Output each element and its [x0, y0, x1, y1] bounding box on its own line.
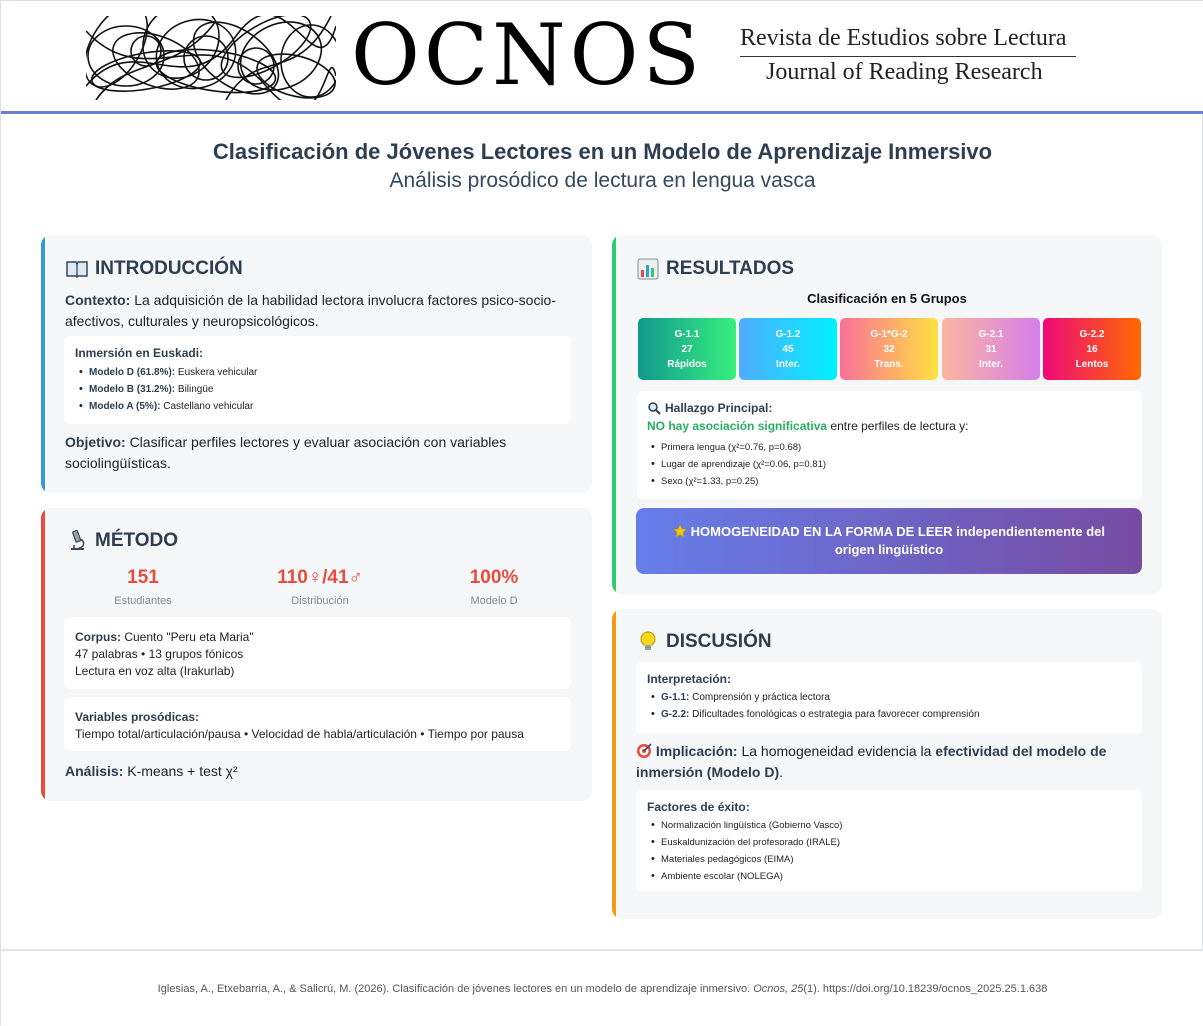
stat-label: Modelo D: [470, 595, 518, 607]
group-card-g22: [1043, 318, 1141, 380]
list-item: • Primera lengua (χ²=0.76, p=0.68): [651, 439, 826, 456]
implication-label: Implicación:: [655, 743, 738, 759]
group-label: Inter.: [776, 359, 800, 370]
group-id: G-1.2: [775, 329, 801, 340]
discussion-card: [612, 609, 1162, 919]
list-item: • Ambiente escolar (NOLEGA): [651, 868, 842, 885]
variables-text-block: [75, 709, 524, 743]
list-item: • Euskaldunización del profesorado (IRALE): [651, 834, 842, 851]
group-id: G-2.1: [978, 329, 1004, 340]
method-card: [41, 508, 592, 801]
context-label: Contexto:: [65, 292, 131, 308]
logo-scribble-image: [86, 16, 336, 100]
lightbulb-icon: [636, 630, 660, 654]
journal-name-spanish: Revista de Estudios sobre Lectura: [740, 25, 1067, 51]
group-card-g1g2: [840, 318, 938, 380]
finding-title-text: Hallazgo Principal:: [665, 401, 773, 415]
corpus-title: Cuento "Peru eta Maria": [124, 630, 254, 644]
interpretation-title: Interpretación:: [647, 672, 732, 686]
stat-distribution: [245, 567, 395, 607]
group-count: 32: [883, 344, 895, 355]
finding-title: [647, 401, 772, 415]
journal-name-english: Journal of Reading Research: [766, 59, 1043, 85]
list-item: • Materiales pedagógicos (EIMA): [651, 851, 842, 868]
stat-value: 110♀/41♂: [277, 567, 363, 588]
immersion-models-list: [79, 364, 257, 415]
homogeneity-banner: [636, 508, 1142, 574]
intro-accent-bar: [41, 235, 45, 493]
immersion-box: [64, 336, 571, 424]
intro-heading-text: INTRODUCCIÓN: [95, 258, 243, 279]
book-icon: [65, 257, 89, 281]
corpus-label: Corpus:: [75, 630, 121, 644]
objective-label: Objetivo:: [65, 434, 126, 450]
citation-text: [1, 983, 1203, 995]
list-item: • Modelo D (61.8%): Euskera vehicular: [79, 364, 257, 381]
journal-header: [1, 1, 1203, 114]
citation-authors: Iglesias, A., Etxebarria, A., & Salicrú, M. (2026). Clasificación de jóvenes lectores en un modelo de aprendizaje inmersivo.: [157, 983, 751, 995]
immersion-title: Inmersión en Euskadi:: [75, 346, 204, 360]
results-heading-text: RESULTADOS: [666, 258, 795, 279]
banner-text: HOMOGENEIDAD EN LA FORMA DE LEER independientemente del origen lingüístico: [690, 524, 1105, 557]
poster-subtitle: Análisis prosódico de lectura en lengua vasca: [389, 169, 816, 192]
results-heading: [636, 257, 794, 281]
variables-text: Tiempo total/articulación/pausa • Velocidad de habla/articulación • Tiempo por pausa: [75, 727, 524, 741]
finding-list: [651, 439, 826, 490]
stat-value: 151: [127, 567, 159, 588]
analysis-text: K-means + test χ²: [127, 763, 238, 779]
star-icon: [673, 524, 687, 538]
group-label: Trans.: [874, 359, 904, 370]
context-text: La adquisición de la habilidad lectora involucra factores psico-socio-afectivos, culturales y neuropsicológicos.: [65, 292, 557, 329]
journal-logo-wordmark: OCNOS: [351, 6, 705, 104]
finding-rest: entre perfiles de lectura y:: [827, 419, 969, 433]
list-item: • Modelo A (5%): Castellano vehicular: [79, 398, 257, 415]
stat-students: [68, 567, 218, 607]
method-accent-bar: [41, 508, 45, 801]
list-item: • Modelo B (31.2%): Bilingüe: [79, 381, 257, 398]
intro-heading: [65, 257, 243, 281]
corpus-procedure: Lectura en voz alta (Irakurlab): [75, 664, 235, 678]
group-count: 31: [985, 344, 997, 355]
list-item: • Normalización lingüística (Gobierno Vasco): [651, 817, 842, 834]
interpretation-list: [651, 689, 980, 723]
group-card-g12: [739, 318, 837, 380]
intro-context: [65, 290, 565, 332]
discussion-heading: [636, 630, 772, 654]
group-label: Lentos: [1075, 359, 1109, 370]
variables-box: [64, 697, 571, 751]
list-item: • G-1.1: Comprensión y práctica lectora: [651, 689, 980, 706]
group-count: 27: [681, 344, 693, 355]
implication-text: Implicación: La homogeneidad evidencia la efectividad del modelo de inmersión (Modelo D).: [636, 743, 1107, 780]
group-count: 45: [782, 344, 794, 355]
target-icon: [636, 743, 652, 759]
analysis-label: Análisis:: [65, 763, 124, 779]
magnifier-icon: [647, 401, 661, 415]
intro-objective: [65, 432, 565, 474]
finding-highlight: NO hay asociación significativa: [647, 419, 828, 433]
group-count: 16: [1086, 344, 1098, 355]
poster-title: Clasificación de Jóvenes Lectores en un Modelo de Aprendizaje Inmersivo: [212, 139, 993, 164]
corpus-detail: 47 palabras • 13 grupos fónicos: [75, 647, 244, 661]
finding-statement: [647, 419, 968, 433]
method-heading: [65, 529, 178, 553]
success-factors-box: [636, 790, 1142, 891]
stat-model: [419, 567, 569, 607]
finding-box: [637, 391, 1142, 499]
group-card-g21: [942, 318, 1040, 380]
success-title: Factores de éxito:: [647, 800, 750, 814]
list-item: • G-2.2: Dificultades fonológicas o estrategia para favorecer comprensión: [651, 706, 980, 723]
list-item: • Lugar de aprendizaje (χ²=0.06, p=0.81): [651, 456, 826, 473]
success-list: [651, 817, 842, 885]
group-id: G-2.2: [1079, 329, 1105, 340]
group-id: G-1*G-2: [870, 329, 908, 340]
objective-text: Clasificar perfiles lectores y evaluar asociación con variables sociolingüísticas.: [65, 434, 507, 471]
group-id: G-1.1: [674, 329, 700, 340]
intro-card: [41, 235, 592, 493]
discussion-heading-text: DISCUSIÓN: [666, 631, 772, 652]
stat-label: Estudiantes: [114, 595, 172, 607]
method-analysis: [65, 761, 238, 782]
interpretation-box: [636, 662, 1142, 734]
list-item: • Sexo (χ²=1.33, p=0.25): [651, 473, 826, 490]
variables-title: Variables prosódicas:: [75, 710, 200, 724]
stat-label: Distribución: [291, 595, 349, 607]
group-label: Inter.: [979, 359, 1003, 370]
citation-doi[interactable]: (1). https://doi.org/10.18239/ocnos_2025.25.1.638: [803, 983, 1048, 995]
citation-footer: [1, 949, 1203, 1026]
corpus-text-block: [75, 629, 254, 680]
group-card-g11: [638, 318, 736, 380]
results-accent-bar: [612, 235, 616, 594]
implication-bold: efectividad del modelo de inmersión (Modelo D): [636, 743, 1107, 780]
microscope-icon: [65, 529, 89, 553]
corpus-box: [64, 617, 571, 689]
group-label: Rápidos: [667, 359, 707, 370]
journal-divider: [740, 56, 1076, 57]
stat-value: 100%: [469, 567, 519, 588]
method-heading-text: MÉTODO: [95, 530, 179, 551]
groups-title: Clasificación en 5 Grupos: [807, 291, 967, 306]
bar-chart-icon: [636, 257, 660, 281]
citation-journal: Ocnos, 25: [753, 983, 804, 995]
discussion-accent-bar: [612, 609, 616, 919]
